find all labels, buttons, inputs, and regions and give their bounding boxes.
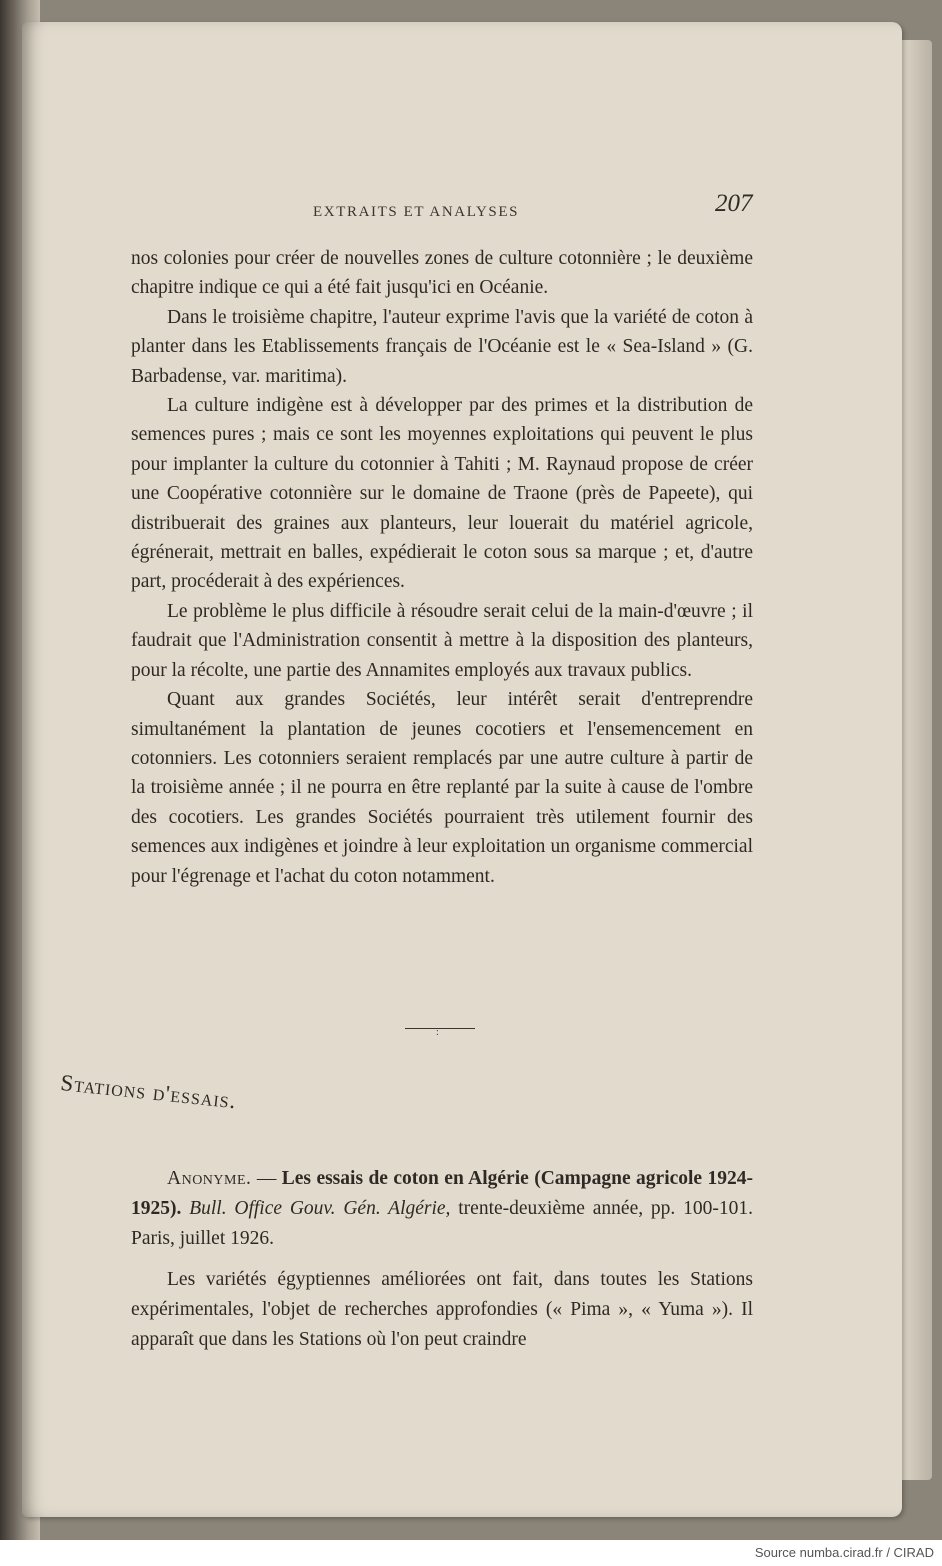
paragraph: La culture indigène est à développer par des primes et la distribution de semences pures ; mais ce sont les moyennes exploitations qui peuvent le plus pour implanter la culture du cotonnier à Tahiti ; M. Raynaud propose de créer une Coopérative cotonnière sur le domaine de Traone (près de Papeete), qui distribuerait des graines aux planteurs, leur louerait du matériel agricole, égrénerait, mettrait en balles, expédierait le coton sous sa marque ; et, d'autre part, procéderait à des expériences. — [131, 395, 753, 593]
page-number: 207 — [715, 190, 753, 217]
paragraph: nos colonies pour créer de nouvelles zones de culture cotonnière ; le deuxième chapitre indique ce qui a été fait jusqu'ici en Océanie. — [131, 248, 753, 299]
entry-text: Les variétés égyptiennes améliorées ont fait, dans toutes les Stations expérimentales, l'objet de recherches approfondies (« Pima », « Yuma »). Il apparaît que dans les Stations où l'on peut craindre — [131, 1269, 753, 1350]
section-divider — [405, 1028, 475, 1029]
paragraph: Quant aux grandes Sociétés, leur intérêt serait d'entreprendre simultanément la plantation de jeunes cocotiers et l'ensemencement en cotonniers. Les cotonniers seraient remplacés par une autre culture à partir de la troisième année ; il ne pourra en être replanté par la suite à cause de l'ombre des cocotiers. Les grandes Sociétés pourraient très utilement fournir des semences aux indigènes et joindre à leur exploitation un organisme commercial pour l'égrenage et l'achat du coton notamment. — [131, 689, 753, 887]
entry-title: Les essais de coton en Algérie (Campagne agricole 1924-1925). — [131, 1168, 754, 1219]
paragraph: Dans le troisième chapitre, l'auteur exprime l'avis que la variété de coton à planter dans les Etablissements français de l'Océanie est le « Sea-Island » (G. Barbadense, var. maritima). — [131, 306, 753, 387]
source-credit: Source numba.cirad.fr / CIRAD — [754, 1545, 934, 1560]
entry-author: Anonyme. — [167, 1168, 252, 1189]
paragraph: Le problème le plus difficile à résoudre serait celui de la main-d'œuvre ; il faudrait que l'Administration consentit à mettre à la disposition des planteurs, pour la récolte, une partie des Annamites employés aux travaux publics. — [131, 600, 753, 681]
entry-details: trente-deuxième année, pp. 100-101. Paris, juillet 1926. — [131, 1198, 753, 1249]
running-head: EXTRAITS ET ANALYSES — [313, 204, 520, 220]
divider-dot: : — [436, 1027, 439, 1038]
bibliographic-entry — [131, 1164, 753, 1254]
body-text — [131, 244, 753, 891]
section-heading: Stations d'essais. — [59, 1070, 238, 1114]
entry-dash: — — [251, 1168, 282, 1189]
entry-journal: Bull. Office Gouv. Gén. Algérie, — [181, 1198, 451, 1219]
